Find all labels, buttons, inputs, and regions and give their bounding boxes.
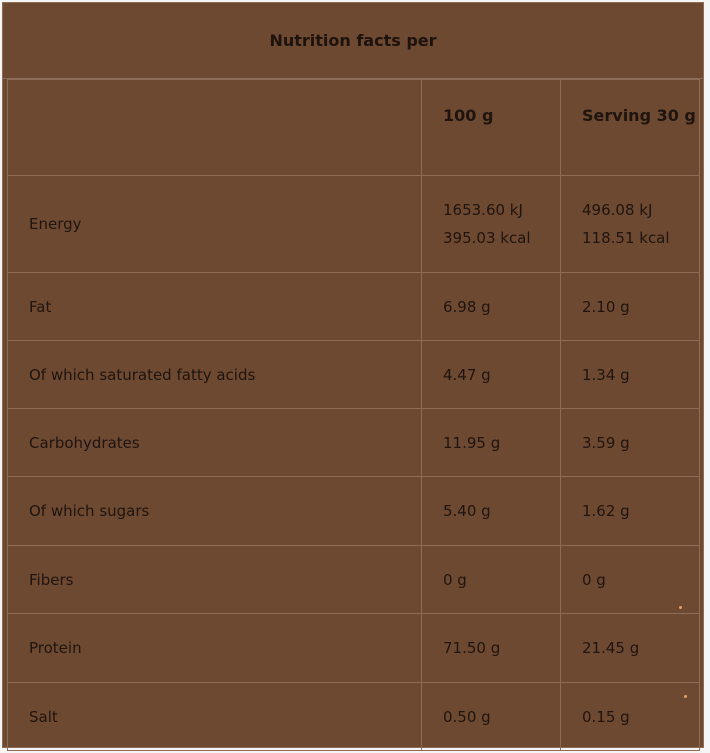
row-label: Of which sugars	[8, 477, 422, 546]
row-label: Fat	[8, 273, 422, 341]
decorative-speck	[679, 606, 682, 609]
table-row	[8, 341, 700, 409]
row-label: Fibers	[8, 546, 422, 614]
row-value-serving: 0 g	[561, 546, 700, 614]
nutrition-table-container	[2, 2, 704, 748]
row-value-serving	[561, 176, 700, 273]
row-label: Energy	[8, 176, 422, 273]
row-value-100g: 11.95 g	[422, 409, 561, 477]
row-label: Salt	[8, 683, 422, 751]
table-row	[8, 546, 700, 614]
row-label: Carbohydrates	[8, 409, 422, 477]
decorative-speck	[684, 695, 687, 698]
energy-kj-serving: 496.08 kJ	[582, 201, 653, 219]
table-row	[8, 614, 700, 683]
header-row	[8, 80, 700, 176]
header-serving: Serving 30 g	[561, 80, 700, 176]
row-value-100g: 0 g	[422, 546, 561, 614]
header-label-blank	[8, 80, 422, 176]
row-value-100g: 0.50 g	[422, 683, 561, 751]
row-value-100g: 5.40 g	[422, 477, 561, 546]
row-value-100g: 6.98 g	[422, 273, 561, 341]
table-title: Nutrition facts per	[3, 3, 703, 79]
energy-kcal-100g: 395.03 kcal	[443, 229, 531, 247]
energy-kcal-serving: 118.51 kcal	[582, 229, 670, 247]
row-value-serving: 1.34 g	[561, 341, 700, 409]
energy-kj-100g: 1653.60 kJ	[443, 201, 523, 219]
row-value-serving: 2.10 g	[561, 273, 700, 341]
row-value-serving: 21.45 g	[561, 614, 700, 683]
table-row	[8, 683, 700, 751]
header-100g: 100 g	[422, 80, 561, 176]
row-value-100g: 4.47 g	[422, 341, 561, 409]
table-row	[8, 409, 700, 477]
row-value-serving: 1.62 g	[561, 477, 700, 546]
row-label: Protein	[8, 614, 422, 683]
row-label: Of which saturated fatty acids	[8, 341, 422, 409]
table-row	[8, 477, 700, 546]
table-row	[8, 176, 700, 273]
row-value-100g: 71.50 g	[422, 614, 561, 683]
row-value-serving: 3.59 g	[561, 409, 700, 477]
nutrition-table	[7, 79, 700, 751]
row-value-serving: 0.15 g	[561, 683, 700, 751]
row-value-100g	[422, 176, 561, 273]
table-row	[8, 273, 700, 341]
